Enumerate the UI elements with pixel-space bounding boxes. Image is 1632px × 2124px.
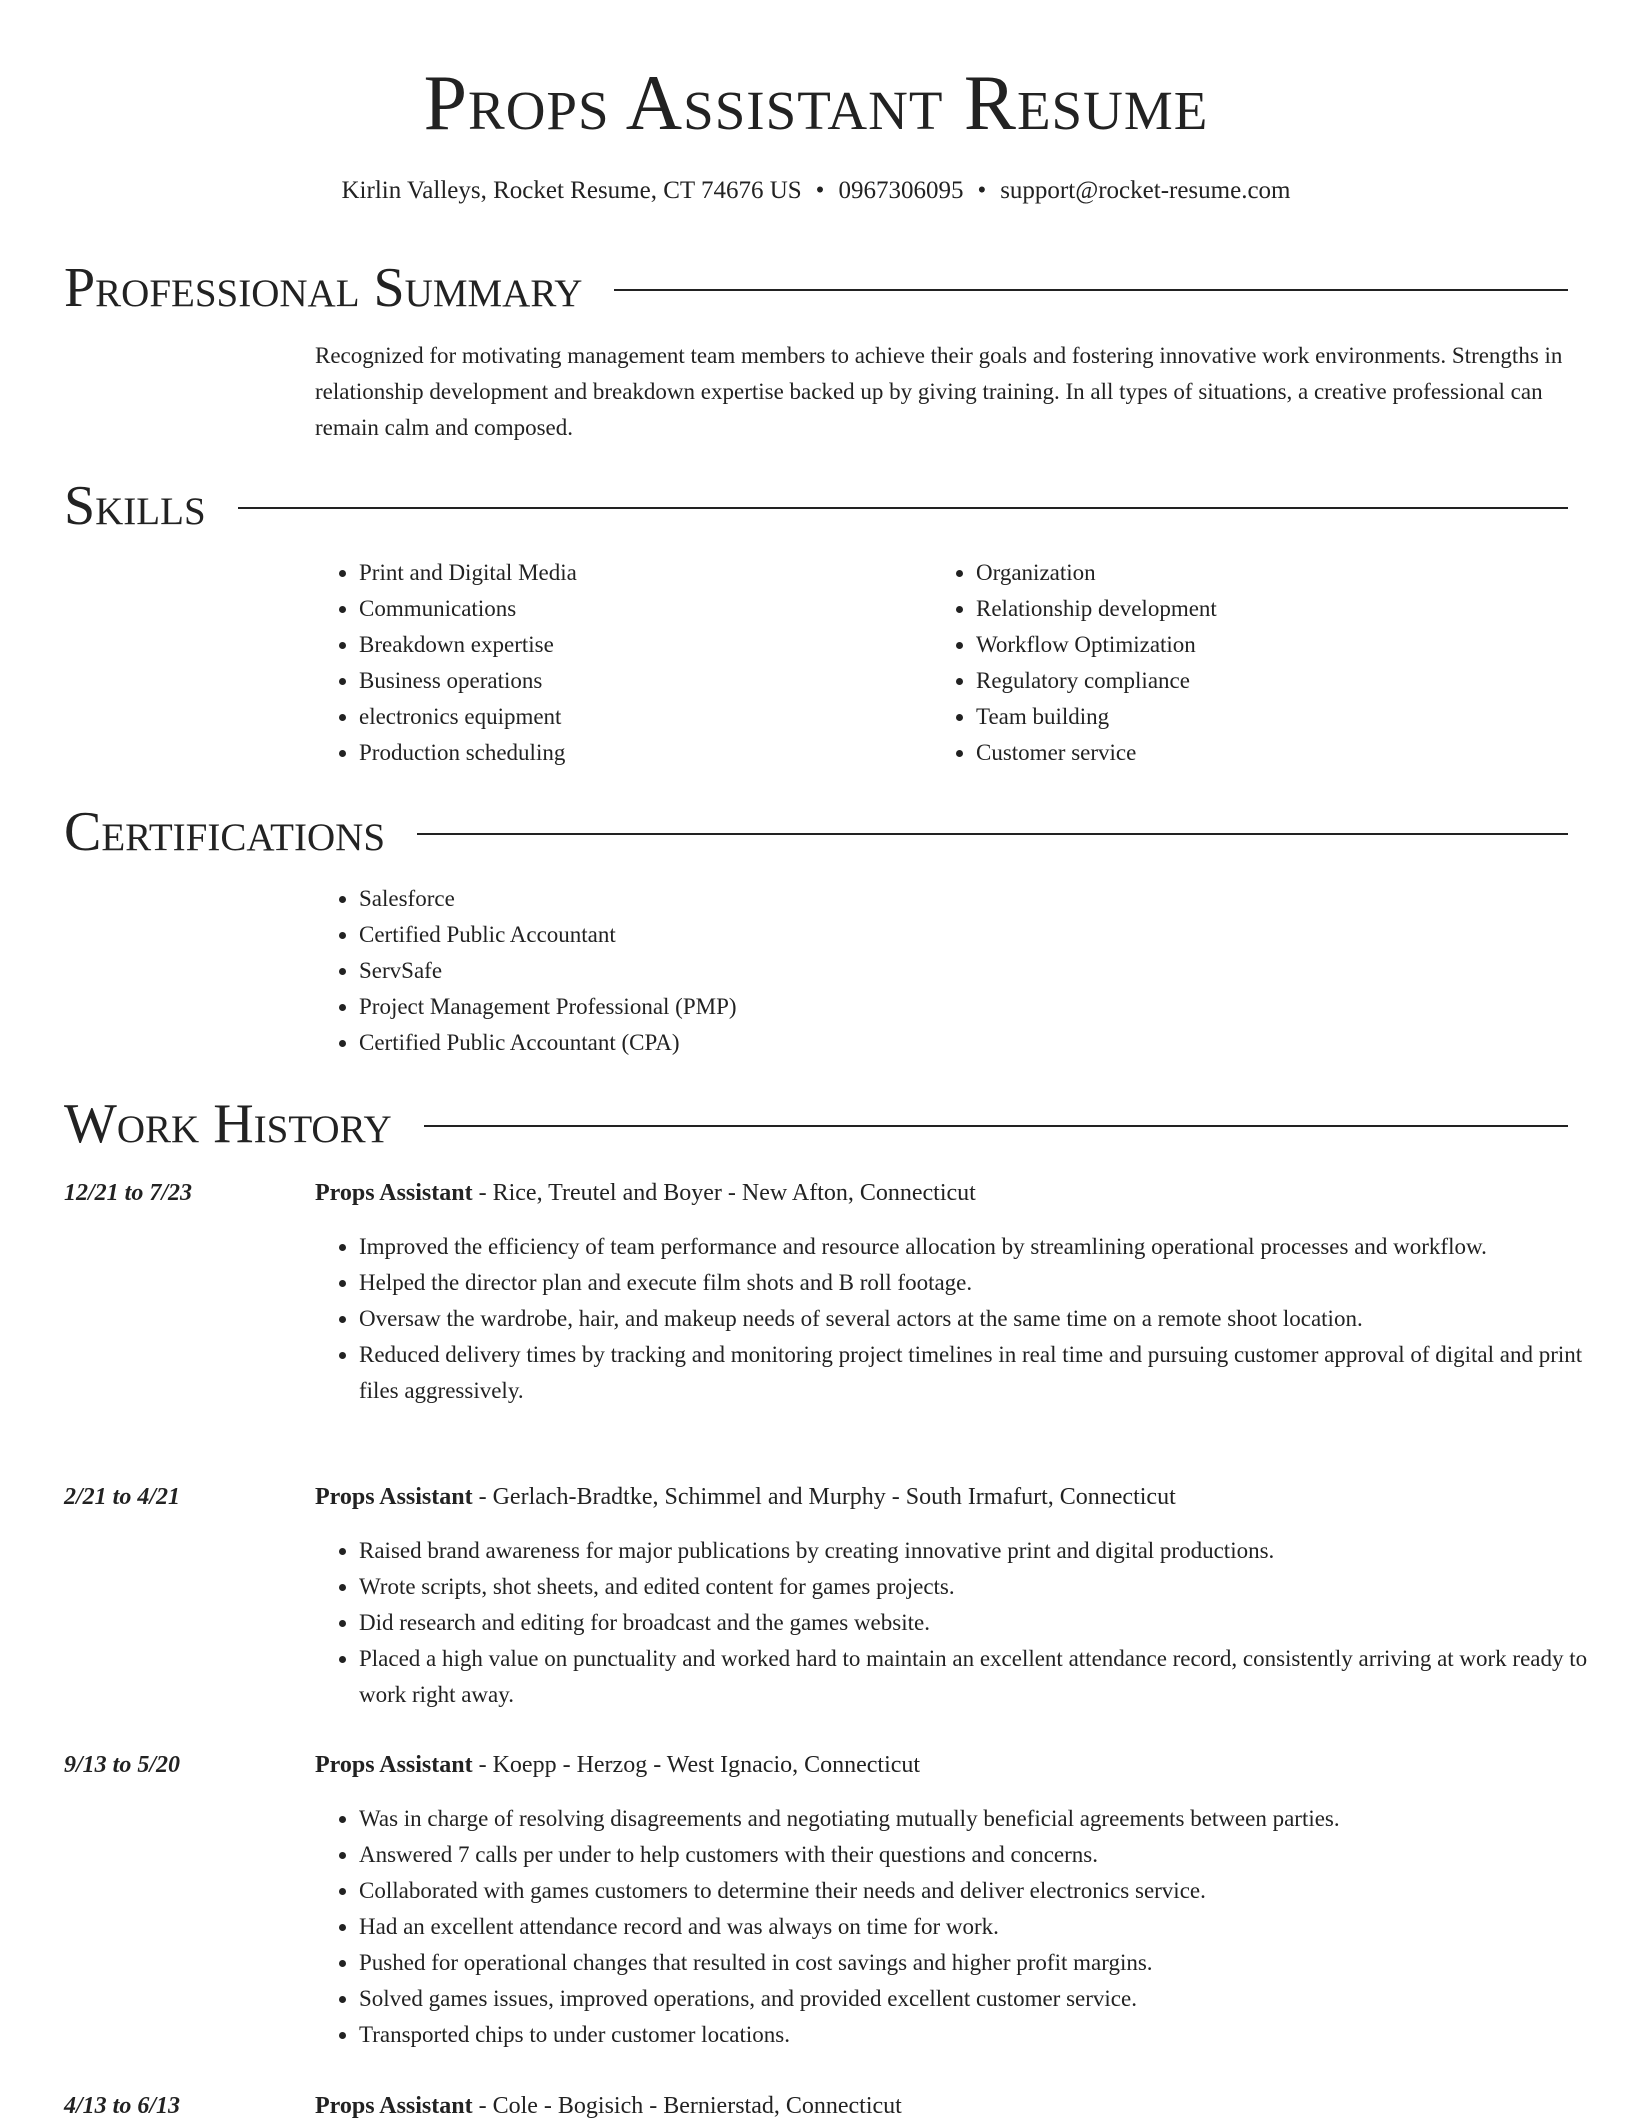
section-divider bbox=[424, 1125, 1568, 1127]
work-history-heading: Work History bbox=[64, 1093, 392, 1155]
skills-list-right bbox=[932, 555, 1576, 771]
job-bullet: • Improved the efficiency of team performance and resource allocation by streamlining operational processes and workflow. bbox=[359, 1229, 1612, 1265]
job-company: - Koepp - Herzog - West Ignacio, Connecticut bbox=[472, 1752, 921, 1778]
skill-item: • Production scheduling bbox=[359, 735, 959, 771]
skill-item: • Relationship development bbox=[976, 591, 1576, 627]
contact-phone: 0967306095 bbox=[838, 177, 964, 204]
summary-section-header bbox=[64, 256, 1568, 320]
job-bullet: • Collaborated with games customers to determine their needs and deliver electronics service. bbox=[359, 1873, 1612, 1909]
job-title-line bbox=[315, 1175, 1568, 1211]
job-dates: 4/13 to 6/13 bbox=[64, 2093, 181, 2119]
job-bullets bbox=[315, 1533, 1612, 1713]
skill-item: • Print and Digital Media bbox=[359, 555, 959, 591]
job-bullet: • Placed a high value on punctuality and worked hard to maintain an excellent attendance record, consistently arriving at work ready to work right away. bbox=[359, 1641, 1612, 1713]
skill-item: • Breakdown expertise bbox=[359, 627, 959, 663]
job-bullets bbox=[315, 1801, 1612, 2053]
job-bullet: • Answered 7 calls per under to help customers with their questions and concerns. bbox=[359, 1837, 1612, 1873]
contact-separator: • bbox=[815, 177, 825, 204]
job-bullet: • Solved games issues, improved operations, and provided excellent customer service. bbox=[359, 1981, 1612, 2017]
job-company: - Cole - Bogisich - Bernierstad, Connecticut bbox=[472, 2093, 902, 2119]
contact-email: support@rocket-resume.com bbox=[1000, 177, 1291, 204]
summary-heading: Professional Summary bbox=[64, 257, 583, 319]
certification-item: • ServSafe bbox=[359, 953, 1159, 989]
job-title-line bbox=[315, 1479, 1568, 1515]
skill-item: • Communications bbox=[359, 591, 959, 627]
skills-list-left bbox=[315, 555, 959, 771]
certifications-section-header bbox=[64, 800, 1568, 864]
certifications-list bbox=[315, 881, 1159, 1061]
job-bullet: • Oversaw the wardrobe, hair, and makeup needs of several actors at the same time on a remote shoot location. bbox=[359, 1301, 1612, 1337]
skill-item: • Business operations bbox=[359, 663, 959, 699]
skill-item: • Workflow Optimization bbox=[976, 627, 1576, 663]
job-bullets bbox=[315, 1229, 1612, 1409]
job-bullet: • Was in charge of resolving disagreements and negotiating mutually beneficial agreements between parties. bbox=[359, 1801, 1612, 1837]
skills-heading: Skills bbox=[64, 475, 206, 537]
job-bullet: • Did research and editing for broadcast and the games website. bbox=[359, 1605, 1612, 1641]
skill-item: • Organization bbox=[976, 555, 1576, 591]
job-role: Props Assistant bbox=[315, 1180, 473, 1206]
certification-item: • Salesforce bbox=[359, 881, 1159, 917]
job-bullet: • Transported chips to under customer locations. bbox=[359, 2017, 1612, 2053]
contact-separator: • bbox=[977, 177, 987, 204]
job-company: - Rice, Treutel and Boyer - New Afton, Connecticut bbox=[472, 1180, 976, 1206]
job-bullet: • Had an excellent attendance record and was always on time for work. bbox=[359, 1909, 1612, 1945]
certification-item: • Certified Public Accountant (CPA) bbox=[359, 1025, 1159, 1061]
job-bullet: • Wrote scripts, shot sheets, and edited content for games projects. bbox=[359, 1569, 1612, 1605]
skill-item: • Team building bbox=[976, 699, 1576, 735]
certification-item: • Certified Public Accountant bbox=[359, 917, 1159, 953]
job-role: Props Assistant bbox=[315, 1484, 473, 1510]
skill-item: • electronics equipment bbox=[359, 699, 959, 735]
work-history-section-header bbox=[64, 1092, 1568, 1156]
job-bullet: • Pushed for operational changes that resulted in cost savings and higher profit margins. bbox=[359, 1945, 1612, 1981]
section-divider bbox=[614, 289, 1568, 291]
section-divider bbox=[417, 833, 1568, 835]
job-bullet: • Raised brand awareness for major publications by creating innovative print and digital productions. bbox=[359, 1533, 1612, 1569]
certification-item: • Project Management Professional (PMP) bbox=[359, 989, 1159, 1025]
job-bullet: • Reduced delivery times by tracking and monitoring project timelines in real time and pursuing customer approval of digital and print files aggressively. bbox=[359, 1337, 1612, 1409]
section-divider bbox=[238, 507, 1568, 509]
job-title-line bbox=[315, 1747, 1568, 1783]
contact-address: Kirlin Valleys, Rocket Resume, CT 74676 US bbox=[341, 177, 802, 204]
skill-item: • Customer service bbox=[976, 735, 1576, 771]
skill-item: • Regulatory compliance bbox=[976, 663, 1576, 699]
summary-text: Recognized for motivating management team members to achieve their goals and fostering innovative work environments. Strengths in relationship development and breakdown expertise backed up by giving training. In all types of situations, a creative professional can remain calm and composed. bbox=[315, 343, 1563, 440]
certifications-heading: Certifications bbox=[64, 801, 386, 863]
job-dates: 12/21 to 7/23 bbox=[64, 1180, 193, 1206]
skills-section-header bbox=[64, 474, 1568, 538]
job-bullet: • Helped the director plan and execute film shots and B roll footage. bbox=[359, 1265, 1612, 1301]
page-title: Props Assistant Resume bbox=[423, 59, 1209, 146]
job-role: Props Assistant bbox=[315, 2093, 473, 2119]
job-role: Props Assistant bbox=[315, 1752, 473, 1778]
job-title-line bbox=[315, 2088, 1568, 2124]
contact-line bbox=[0, 174, 1632, 208]
job-dates: 2/21 to 4/21 bbox=[64, 1484, 181, 1510]
job-company: - Gerlach-Bradtke, Schimmel and Murphy - South Irmafurt, Connecticut bbox=[472, 1484, 1176, 1510]
job-dates: 9/13 to 5/20 bbox=[64, 1752, 181, 1778]
